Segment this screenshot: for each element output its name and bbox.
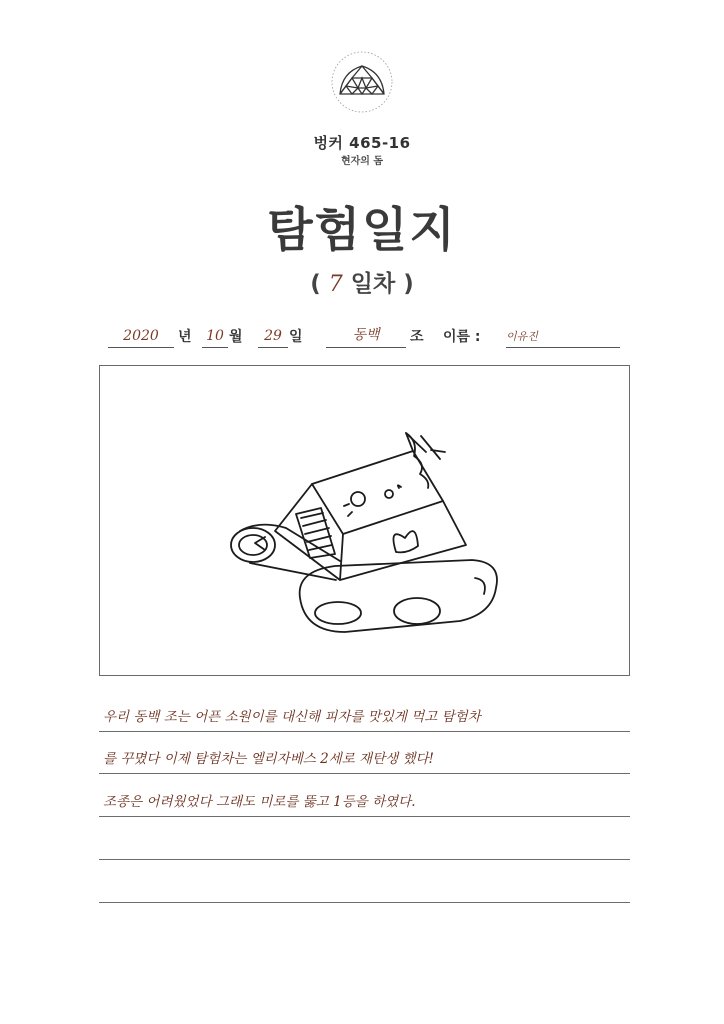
geodesic-dome-icon <box>330 50 394 114</box>
year-label: 년 <box>178 329 192 345</box>
name-value: 이유진 <box>506 330 538 343</box>
journal-text-1: 우리 동백 조는 어픈 소원이를 대신해 피자를 맛있게 먹고 탐험차 <box>103 709 481 725</box>
journal-line-4 <box>99 818 630 860</box>
month-value: 10 <box>206 328 224 344</box>
team-line <box>326 347 406 348</box>
vehicle-sketch <box>100 366 631 677</box>
drawing-area <box>99 365 630 676</box>
day-close-paren: ) <box>403 271 414 297</box>
name-line <box>506 347 620 348</box>
org-subtitle: 현자의 돔 <box>340 156 384 167</box>
month-line <box>202 347 228 348</box>
journal-line-3 <box>99 775 630 817</box>
journal-line-5 <box>99 861 630 903</box>
day-line <box>258 347 288 348</box>
journal-text-3: 조종은 어려웠었다 그래도 미로를 뚫고 1등을 하였다. <box>103 794 416 810</box>
info-row <box>0 318 724 348</box>
day-label: 일 <box>289 329 303 345</box>
org-name: 벙커 465-16 <box>313 134 411 152</box>
page-title: 탐험일지 <box>267 203 457 258</box>
journal-text-2: 를 꾸몄다 이제 탐험차는 엘리자베스 2세로 재탄생 했다! <box>103 751 434 767</box>
day-count <box>0 265 724 298</box>
month-label: 월 <box>229 329 243 345</box>
day-number: 7 <box>328 272 343 297</box>
journal-line-1 <box>99 690 630 732</box>
day-suffix: 일차 <box>350 271 396 297</box>
team-label: 조 <box>410 329 424 345</box>
journal-line-2 <box>99 732 630 774</box>
year-value: 2020 <box>123 328 159 344</box>
day-open-paren: ( <box>310 271 321 297</box>
day-value: 29 <box>264 328 282 344</box>
team-value: 동백 <box>352 327 380 343</box>
name-label: 이름 : <box>443 329 481 345</box>
year-line <box>108 347 174 348</box>
